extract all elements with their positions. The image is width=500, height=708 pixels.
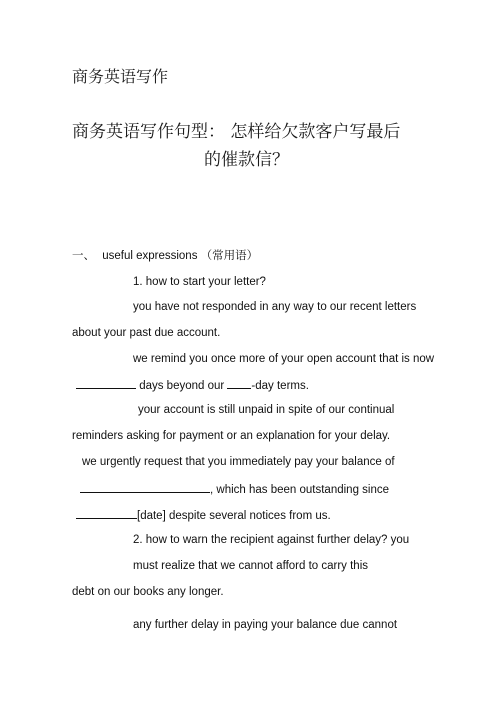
text-line (80, 481, 389, 497)
text-line: you have not responded in any way to our recent letters (133, 301, 417, 313)
text-line: we urgently request that you immediately pay your balance of (82, 456, 395, 468)
blank-balance (80, 481, 210, 493)
question-2: 2. how to warn the recipient against further delay? you (133, 534, 410, 546)
text-line: we remind you once more of your open account that is now (133, 353, 435, 365)
section-marker: 一、 (72, 248, 95, 262)
question-1: 1. how to start your letter? (133, 276, 266, 288)
section-heading (72, 248, 258, 263)
document-title: 商务英语写作 (72, 67, 169, 86)
section-label: useful expressions (102, 250, 198, 262)
text-fragment: days beyond our (136, 380, 228, 392)
heading-line-1: 商务英语写作句型： 怎样给欠款客户写最后 (72, 122, 401, 142)
text-fragment: , which has been outstanding since (210, 484, 390, 496)
text-line: reminders asking for payment or an explanation for your delay. (72, 430, 391, 442)
text-fragment: [date] despite several notices from us. (137, 510, 331, 522)
text-line: your account is still unpaid in spite of our continual (138, 404, 395, 416)
text-line: any further delay in paying your balance due cannot (133, 619, 398, 631)
blank-terms (227, 377, 251, 389)
text-line (76, 507, 331, 523)
text-line: must realize that we cannot afford to carry this (133, 560, 369, 572)
text-line: about your past due account. (72, 327, 221, 339)
section-note: （常用语） (200, 248, 259, 262)
blank-date (76, 507, 137, 519)
text-line: debt on our books any longer. (72, 586, 224, 598)
blank-days (76, 377, 136, 389)
text-line (76, 377, 309, 393)
text-fragment: -day terms. (251, 380, 309, 392)
heading-line-2: 的催款信？ (204, 150, 289, 170)
